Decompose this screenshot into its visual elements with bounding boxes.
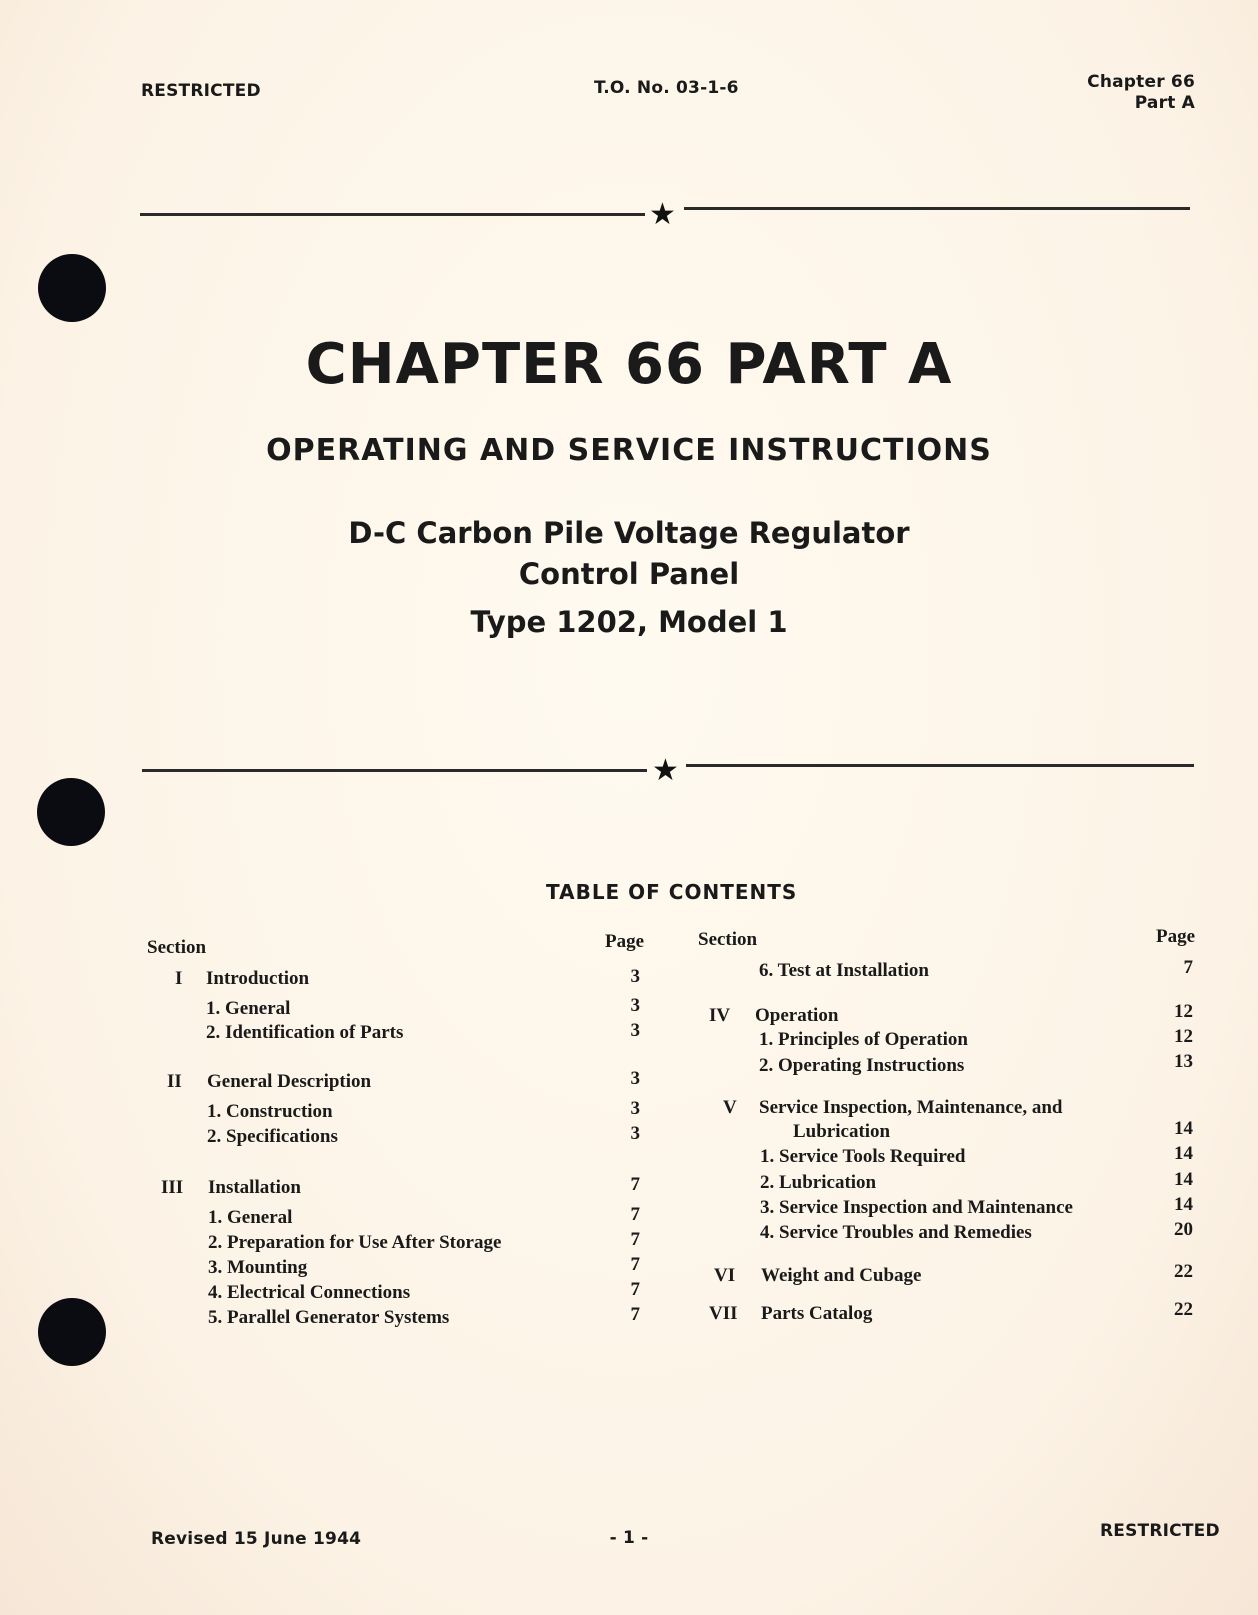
footer-revision-date: Revised 15 June 1944 [151, 1529, 362, 1549]
toc-entry[interactable]: Lubrication [793, 1121, 891, 1142]
toc-page: 7 [630, 1204, 640, 1225]
punch-hole [38, 1298, 106, 1366]
toc-page: 3 [630, 966, 640, 987]
toc-entry[interactable]: Parts Catalog [761, 1303, 873, 1324]
toc-heading: TABLE OF CONTENTS [546, 880, 798, 904]
toc-section-header: Section [698, 929, 758, 950]
toc-page: 3 [630, 1098, 640, 1119]
toc-entry[interactable]: 1. Principles of Operation [759, 1029, 968, 1050]
toc-page: 7 [1183, 957, 1193, 978]
toc-page: 3 [630, 1068, 640, 1089]
toc-page: 12 [1174, 1001, 1193, 1022]
punch-hole [37, 778, 105, 846]
toc-entry[interactable]: 2. Lubrication [760, 1172, 877, 1193]
document-subtitle: OPERATING AND SERVICE INSTRUCTIONS [266, 433, 992, 468]
toc-page: 22 [1174, 1261, 1193, 1282]
toc-page-header: Page [1156, 926, 1196, 947]
toc-entry[interactable]: 5. Parallel Generator Systems [208, 1307, 450, 1328]
toc-page: 22 [1174, 1299, 1193, 1320]
toc-page: 7 [630, 1174, 640, 1195]
toc-entry[interactable]: 2. Operating Instructions [759, 1055, 965, 1076]
toc-section-number: III [161, 1177, 184, 1198]
footer-classification: RESTRICTED [1100, 1521, 1220, 1541]
toc-entry[interactable]: 4. Service Troubles and Remedies [760, 1222, 1032, 1243]
toc-entry[interactable]: 6. Test at Installation [759, 960, 929, 981]
page-number: - 1 - [609, 1528, 649, 1548]
toc-entry[interactable]: Weight and Cubage [761, 1265, 922, 1286]
header-part-line: Part A [1134, 93, 1195, 113]
toc-section-number: V [723, 1097, 737, 1118]
toc-entry[interactable]: 3. Service Inspection and Maintenance [760, 1197, 1073, 1218]
header-to-number: T.O. No. 03-1-6 [594, 78, 739, 98]
divider-line [142, 769, 647, 772]
punch-hole [38, 254, 106, 322]
divider-line [684, 207, 1190, 210]
toc-entry[interactable]: 2. Identification of Parts [206, 1022, 404, 1043]
toc-section-number: VII [709, 1303, 738, 1324]
toc-page: 14 [1174, 1169, 1193, 1190]
toc-page-header: Page [605, 931, 645, 952]
equipment-name-line2: Control Panel [518, 557, 740, 591]
toc-entry[interactable]: Introduction [206, 968, 310, 989]
toc-entry[interactable]: Installation [208, 1177, 301, 1198]
star-icon: ★ [649, 197, 676, 232]
header-classification: RESTRICTED [141, 81, 261, 101]
toc-page: 7 [630, 1229, 640, 1250]
toc-page: 14 [1174, 1143, 1193, 1164]
toc-entry[interactable]: 2. Preparation for Use After Storage [208, 1232, 502, 1253]
header-chapter-line: Chapter 66 [1087, 72, 1195, 92]
toc-section-number: II [167, 1071, 182, 1092]
star-icon: ★ [652, 753, 679, 788]
toc-entry[interactable]: 1. General [208, 1207, 293, 1228]
toc-section-number: I [175, 968, 183, 989]
toc-entry[interactable]: 4. Electrical Connections [208, 1282, 411, 1303]
toc-page: 14 [1174, 1194, 1193, 1215]
toc-entry[interactable]: 2. Specifications [207, 1126, 338, 1147]
toc-entry[interactable]: 3. Mounting [208, 1257, 308, 1278]
toc-entry[interactable]: General Description [207, 1071, 372, 1092]
equipment-name: D-C Carbon Pile Voltage Regulator [348, 516, 910, 550]
toc-page: 12 [1174, 1026, 1193, 1047]
toc-section-number: IV [709, 1005, 731, 1026]
equipment-type: Type 1202, Model 1 [470, 605, 788, 639]
toc-section-number: VI [714, 1265, 736, 1286]
toc-entry[interactable]: 1. General [206, 998, 291, 1019]
toc-entry[interactable]: 1. Construction [207, 1101, 333, 1122]
toc-page: 3 [630, 1020, 640, 1041]
chapter-title: CHAPTER 66 PART A [305, 332, 953, 397]
toc-page: 20 [1174, 1219, 1193, 1240]
toc-page: 7 [630, 1279, 640, 1300]
toc-entry[interactable]: Operation [755, 1005, 839, 1026]
header-chapter [1087, 72, 1195, 114]
toc-page: 7 [630, 1254, 640, 1275]
toc-entry[interactable]: Service Inspection, Maintenance, and [759, 1097, 1063, 1118]
toc-page: 7 [630, 1304, 640, 1325]
toc-section-header: Section [147, 937, 207, 958]
toc-page: 3 [630, 995, 640, 1016]
toc-page: 14 [1174, 1118, 1193, 1139]
toc-page: 3 [630, 1123, 640, 1144]
toc-entry[interactable]: 1. Service Tools Required [760, 1146, 966, 1167]
divider-line [140, 213, 645, 216]
divider-line [686, 764, 1194, 767]
toc-page: 13 [1174, 1051, 1193, 1072]
